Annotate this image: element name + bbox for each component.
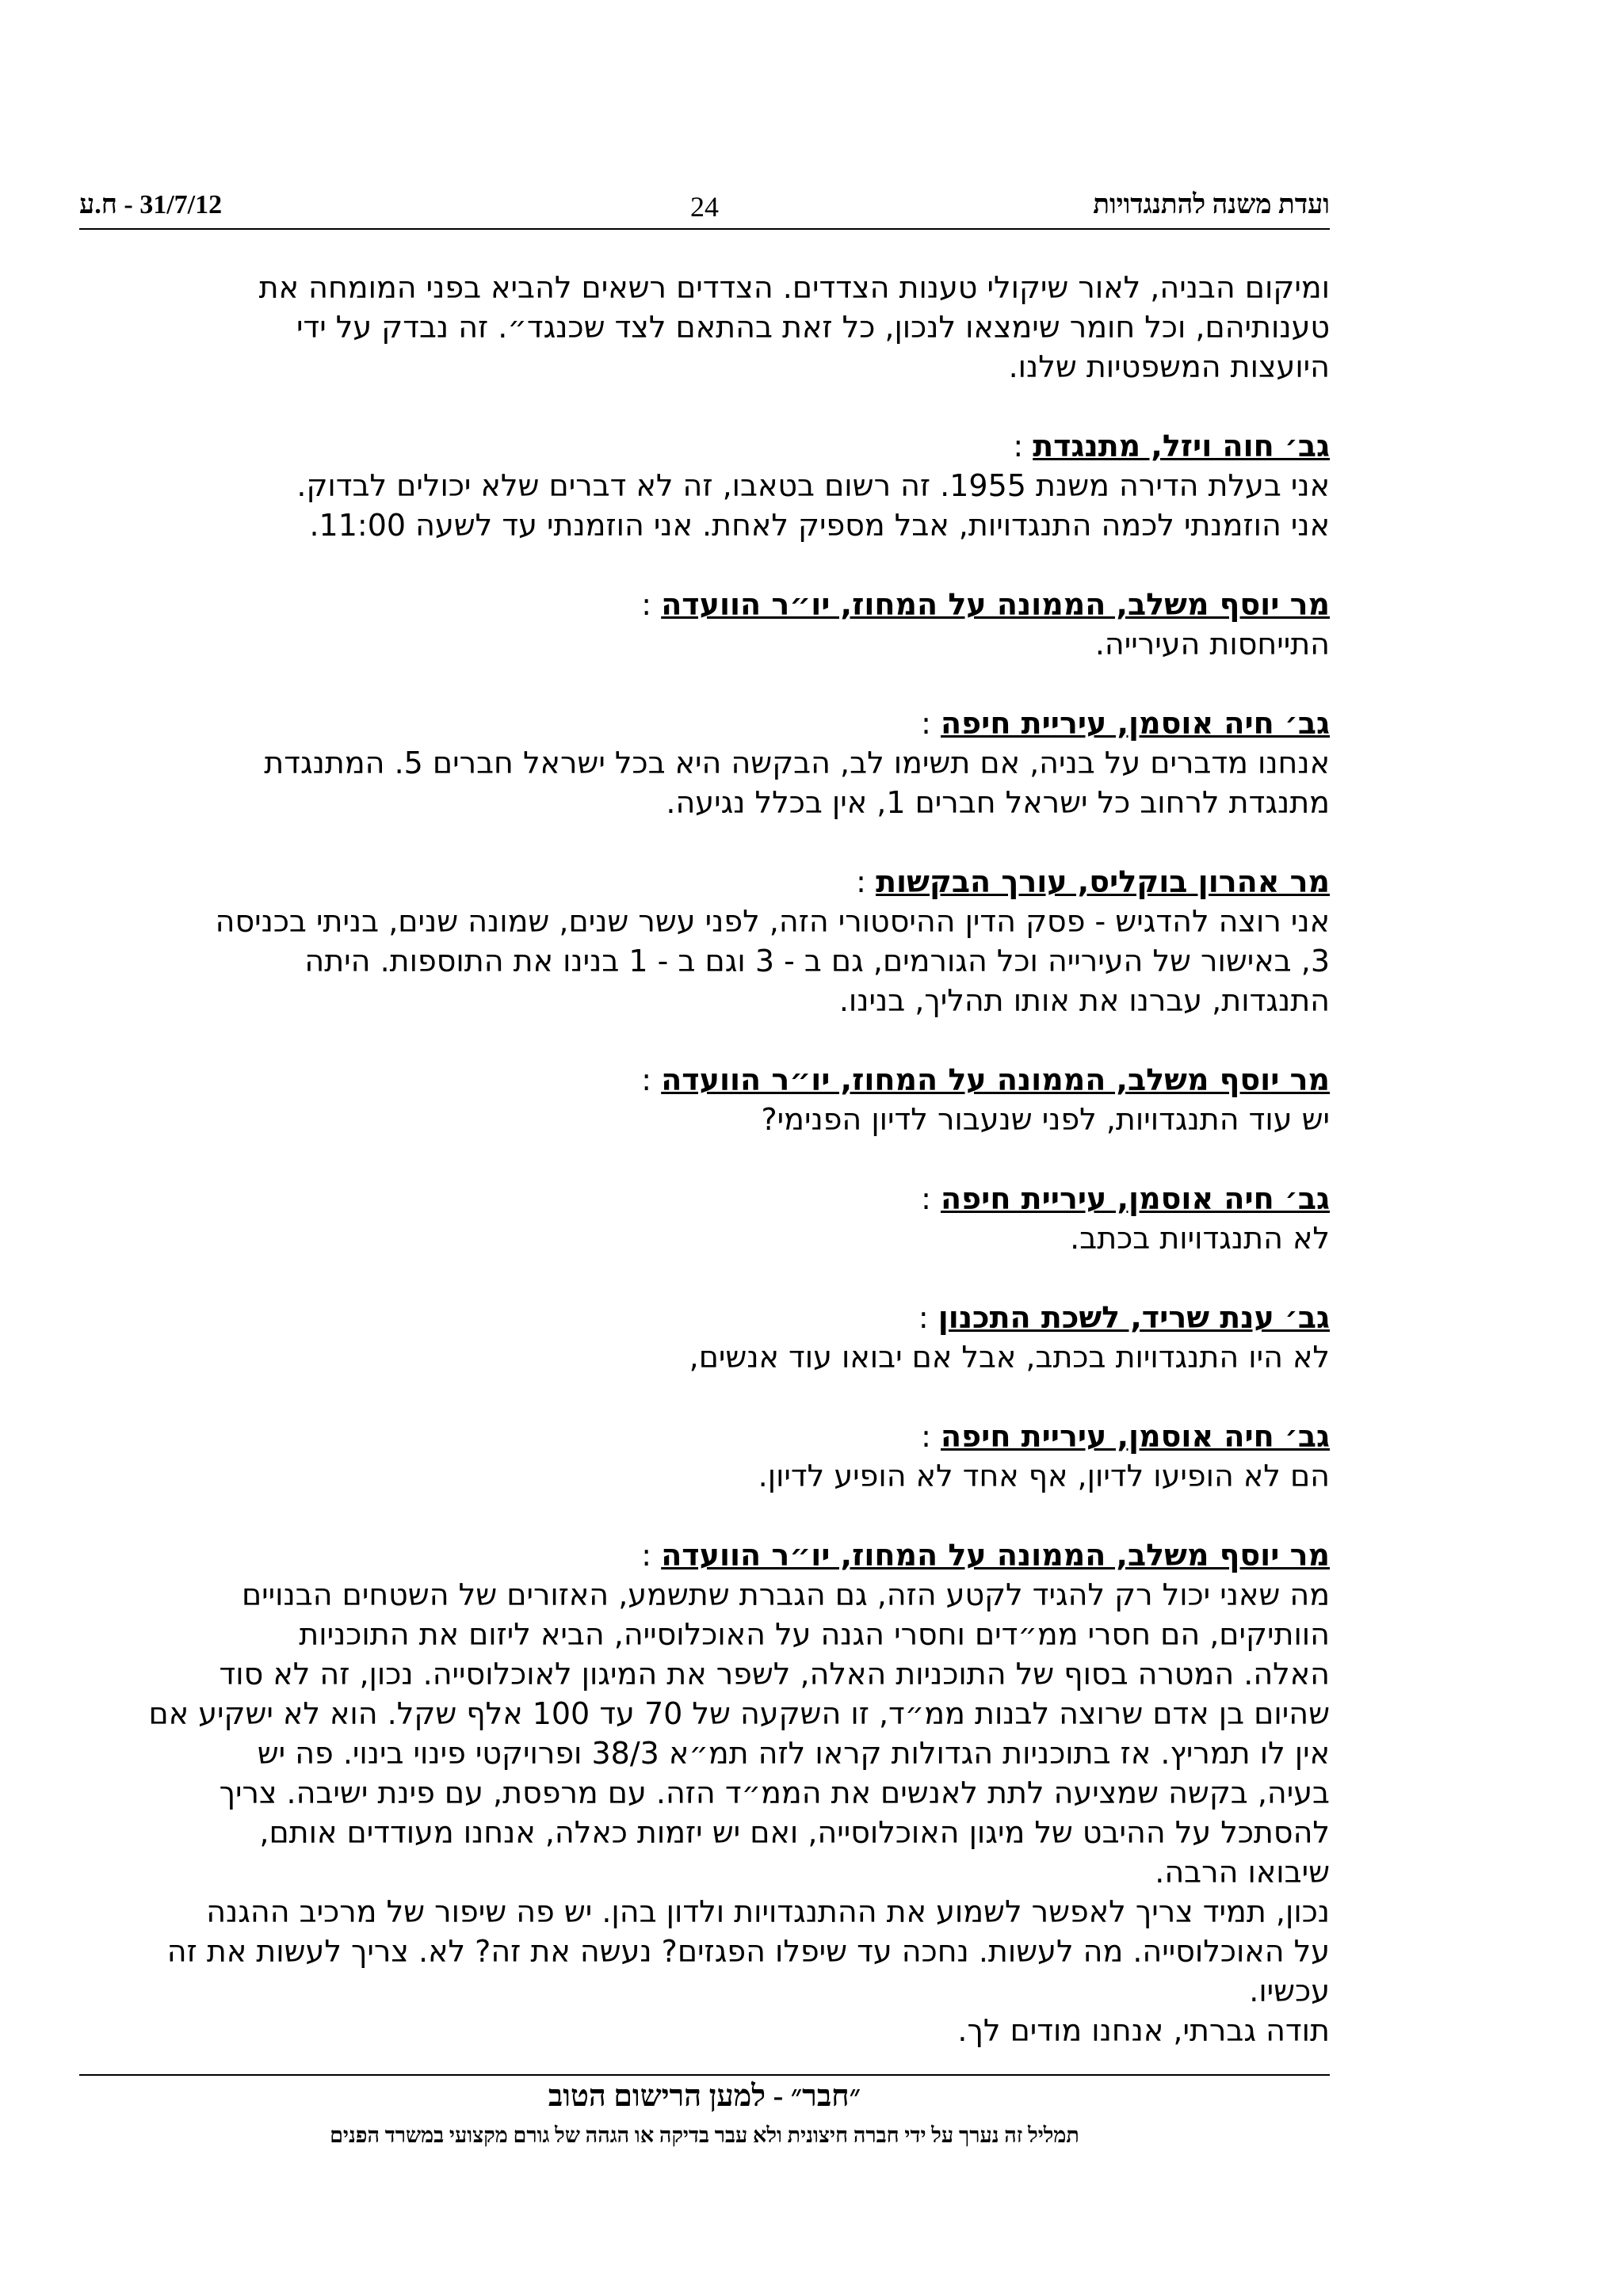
text-line: נכון, תמיד צריך לאפשר לשמוע את ההתנגדויות ולדון בהן. יש פה שיפור של מרכיב ההגנה xyxy=(206,1894,1330,1929)
text-line: היועצות המשפטיות שלנו. xyxy=(1008,349,1330,384)
committee-title: ועדת משנה להתנגדויות xyxy=(1093,190,1330,219)
text-line: מה שאני יכול רק להגיד לקטע הזה, גם הגברת שתשמע, האזורים של השטחים הבנויים xyxy=(241,1577,1330,1612)
text-line: שיבואו הרבה. xyxy=(1155,1855,1330,1890)
speaker-name: גב׳ ענת שריד, לשכת התכנון xyxy=(938,1300,1330,1335)
text-line: בעיה, בקשה שמציעה לתת לאנשים את הממ״ד הזה. עם מרפסת, עם פינת ישיבה. צריך xyxy=(219,1775,1330,1810)
text-line: הם לא הופיעו לדיון, אף אחד לא הופיע לדיון. xyxy=(758,1459,1330,1493)
speaker-block xyxy=(79,862,1330,1020)
text-line: תודה גברתי, אנחנו מודים לך. xyxy=(957,2013,1330,2048)
speaker-heading xyxy=(79,426,1330,466)
speaker-heading xyxy=(79,1060,1330,1100)
speaker-heading xyxy=(79,1179,1330,1219)
speaker-block xyxy=(79,1417,1330,1496)
speaker-block xyxy=(79,704,1330,822)
text-line: שהיום בן אדם שרוצה לבנות ממ״ד, זו השקעה של 70 עד 100 אלף שקל. הוא לא ישקיע אם xyxy=(148,1696,1330,1731)
speaker-heading xyxy=(79,1298,1330,1337)
speaker-name: גב׳ חיה אוסמן, עיריית חיפה xyxy=(941,1181,1330,1216)
page-header xyxy=(79,190,1330,230)
text-line: יש עוד התנגדויות, לפני שנעבור לדיון הפנימי? xyxy=(761,1102,1330,1137)
transcript-body xyxy=(79,268,1330,2090)
speaker-block xyxy=(79,1298,1330,1377)
speaker-heading xyxy=(79,1535,1330,1575)
page-number: 24 xyxy=(690,191,719,223)
speaker-name: מר יוסף משלב, הממונה על המחוז, יו״ר הוועדה xyxy=(661,1062,1330,1097)
speaker-name: מר יוסף משלב, הממונה על המחוז, יו״ר הוועדה xyxy=(661,1538,1330,1573)
text-line: התייחסות העירייה. xyxy=(1094,627,1330,662)
text-line: עכשיו. xyxy=(1249,1974,1330,2008)
speaker-block xyxy=(79,585,1330,664)
text-line: אני הוזמנתי לכמה התנגדויות, אבל מספיק לאחת. אני הוזמנתי עד לשעה 11:00. xyxy=(309,508,1330,543)
colon-separator: : xyxy=(921,706,941,741)
colon-separator: : xyxy=(921,1181,941,1216)
speaker-heading xyxy=(79,704,1330,743)
speaker-block xyxy=(79,426,1330,545)
colon-separator: : xyxy=(641,587,662,622)
text-line: 3, באישור של העירייה וכל הגורמים, גם ב - 3 וגם ב - 1 בנינו את התוספות. היתה xyxy=(304,944,1330,978)
colon-separator: : xyxy=(641,1062,662,1097)
date-reference: 31/7/12 - ח.ע xyxy=(79,190,223,219)
text-line: להסתכל על ההיבט של מיגון האוכלוסייה, ואם יש יזמות כאלה, אנחנו מעודדים אותם, xyxy=(259,1815,1330,1850)
colon-separator: : xyxy=(1013,429,1033,463)
text-line: לא התנגדויות בכתב. xyxy=(1070,1221,1330,1256)
text-line: אני רוצה להדגיש - פסק הדין ההיסטורי הזה, לפני עשר שנים, שמונה שנים, בניתי בכניסה xyxy=(215,904,1330,939)
speaker-name: מר יוסף משלב, הממונה על המחוז, יו״ר הוועדה xyxy=(661,587,1330,622)
text-line: על האוכלוסייה. מה לעשות. נחכה עד שיפלו הפגזים? נעשה את זה? לא. צריך לעשות את זה xyxy=(166,1934,1330,1969)
footer-brand: ״חבר״ - למען הרישום הטוב xyxy=(548,2080,861,2113)
speaker-name: מר אהרון בוקליס, עורך הבקשות xyxy=(876,864,1330,899)
speaker-name: גב׳ חוה ויזל, מתנגדת xyxy=(1033,429,1330,463)
footer-disclaimer: תמליל זה נערך על ידי חברה חיצונית ולא עבר בדיקה או הגהה של גורם מקצועי במשרד הפנים xyxy=(330,2123,1079,2147)
footer-divider xyxy=(79,2074,1330,2076)
colon-separator: : xyxy=(918,1300,938,1335)
speaker-heading xyxy=(79,862,1330,902)
text-line: אין לו תמריץ. אז בתוכניות הגדולות קראו לזה תמ״א 38/3 ופרויקטי פינוי בינוי. פה יש xyxy=(257,1736,1330,1771)
speaker-name: גב׳ חיה אוסמן, עיריית חיפה xyxy=(941,1419,1330,1454)
speaker-block xyxy=(79,1535,1330,2050)
colon-separator: : xyxy=(641,1538,662,1573)
text-line: אנחנו מדברים על בניה, אם תשימו לב, הבקשה היא בכל ישראל חברים 5. המתנגדת xyxy=(264,746,1330,780)
text-line: האלה. המטרה בסוף של התוכניות האלה, לשפר את המיגון לאוכלוסייה. נכון, זה לא סוד xyxy=(219,1657,1330,1691)
text-line: ומיקום הבניה, לאור שיקולי טענות הצדדים. הצדדים רשאים להביא בפני המומחה את xyxy=(258,270,1330,305)
text-line: אני בעלת הדירה משנת 1955. זה רשום בטאבו, זה לא דברים שלא יכולים לבדוק. xyxy=(296,468,1330,503)
text-line: התנגדות, עברנו את אותו תהליך, בנינו. xyxy=(838,983,1330,1018)
colon-separator: : xyxy=(856,864,876,899)
colon-separator: : xyxy=(921,1419,941,1454)
opening-paragraph xyxy=(79,268,1330,387)
text-line: הוותיקים, הם חסרי ממ״דים וחסרי הגנה על האוכלוסייה, הביא ליזום את התוכניות xyxy=(299,1617,1330,1652)
speaker-name: גב׳ חיה אוסמן, עיריית חיפה xyxy=(941,706,1330,741)
speaker-heading xyxy=(79,585,1330,624)
speaker-block xyxy=(79,1060,1330,1139)
text-line: מתנגדת לרחוב כל ישראל חברים 1, אין בכלל נגיעה. xyxy=(666,785,1330,820)
speaker-block xyxy=(79,1179,1330,1258)
speaker-heading xyxy=(79,1417,1330,1456)
text-line: טענותיהם, וכל חומר שימצאו לנכון, כל זאת בהתאם לצד שכנגד״. זה נבדק על ידי xyxy=(296,310,1330,345)
text-line: לא היו התנגדויות בכתב, אבל אם יבואו עוד אנשים, xyxy=(689,1340,1330,1375)
